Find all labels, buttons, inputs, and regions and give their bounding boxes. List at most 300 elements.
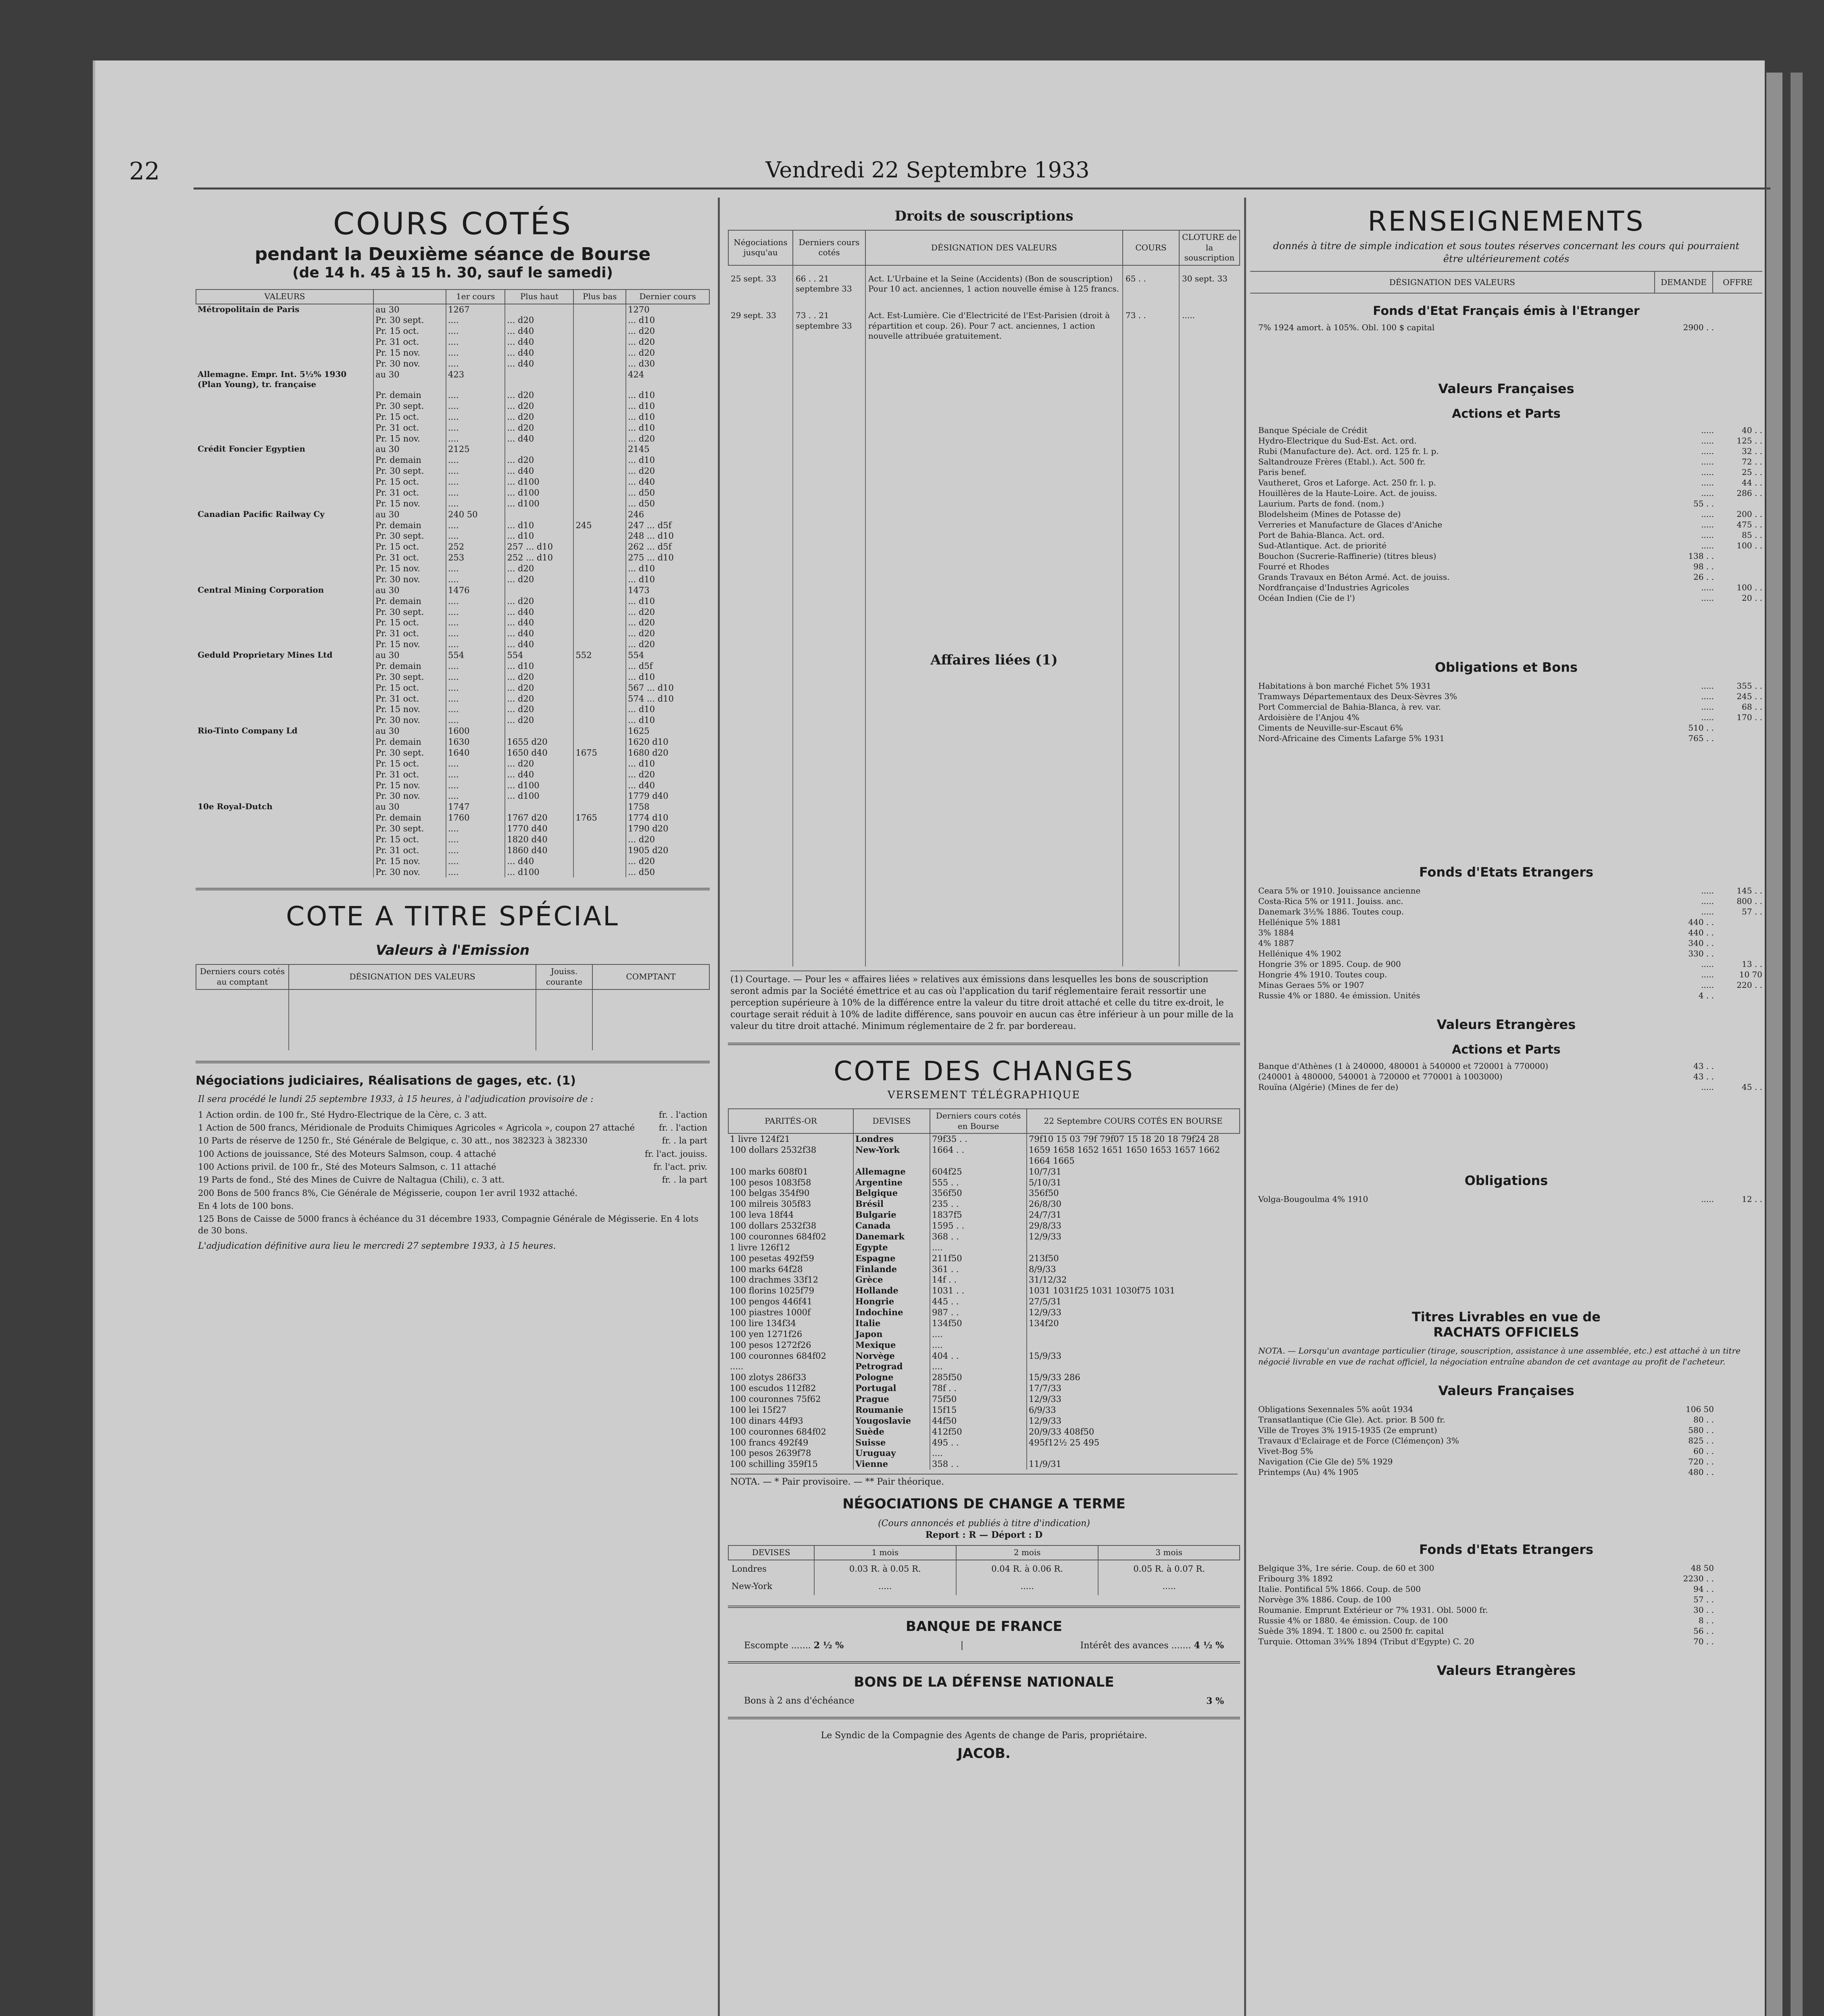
cell [196,628,373,639]
cell: ... d10 [505,520,573,531]
table-row [196,758,709,769]
cell: .... [446,769,505,780]
cell: Yougoslavie [853,1416,930,1427]
unit: 100 couronnes [730,1351,794,1361]
demande-value: 26 . . [1693,572,1714,582]
cell: .... [446,672,505,683]
table-row [728,1145,1240,1166]
offre-value [1718,1573,1762,1584]
cell: .... [446,358,505,369]
cours-cotes-hours: (de 14 h. 45 à 15 h. 30, sauf le samedi) [292,264,613,281]
cell: Pr. 15 oct. [373,758,446,769]
cell: ... d20 [626,834,709,845]
cell: Pr. 30 sept. [373,607,446,618]
cell: .... [930,1361,1027,1372]
demande-value: 580 . . [1688,1425,1714,1435]
cell: ... d100 [505,791,573,802]
table-row [196,477,709,487]
terme-legend: Report : R — Déport : D [925,1530,1043,1541]
table-row [196,304,709,315]
cell: Argentine [853,1177,930,1188]
cell: 404 . . [930,1351,1027,1362]
cell: Pr. demain [373,812,446,823]
emission-table [196,964,710,1050]
cell: Italie [853,1318,930,1329]
lot-unit: fr. . l'action [659,1123,707,1133]
offre-value [1718,917,1762,927]
security-name: Costa-Rica 5% or 1911. Jouiss. anc. [1258,896,1403,906]
unit: 100 schilling [730,1459,785,1469]
cell: ... d10 [505,531,573,541]
cell: Pr. 30 sept. [373,531,446,541]
cell: 15/9/33 286 [1027,1372,1240,1383]
unit: 1 livre [730,1134,757,1144]
cell: 29 sept. 33 [731,310,776,320]
security-name: Vivet-Bog 5% [1258,1446,1313,1456]
cell: .... [446,628,505,639]
offre-value [1718,572,1762,582]
offre-value: 57 . . [1742,907,1762,917]
demande-value: ..... [1701,681,1714,691]
table-row [196,337,709,348]
list-item [1250,1626,1762,1636]
parity: 684f02 [796,1351,826,1361]
list-item [1250,467,1762,477]
demande-value: ..... [1701,712,1714,723]
changes-title: COTE DES CHANGES [834,1055,1134,1087]
section-title: Fonds d'Etats Etrangers [1419,1542,1594,1558]
cell [728,1416,853,1427]
security-name: Sud-Atlantique. Act. de priorité [1258,541,1387,551]
cell [196,531,373,541]
renseignements-title: RENSEIGNEMENTS [1367,206,1645,237]
security-name: Hongrie 4% 1910. Toutes coup. [1258,970,1387,980]
col-header: Derniers cours cotés [793,230,865,265]
col-header: Plus haut [505,289,573,304]
list-item [1250,1594,1762,1605]
cell: .... [446,466,505,477]
cell: ... d10 [626,758,709,769]
cell: 1675 [573,748,626,758]
syndic-line: Le Syndic de la Compagnie des Agents de change de Paris, propriétaire. [821,1730,1147,1741]
list-item [1250,896,1762,906]
cours-cotes-table [196,289,710,877]
list-item [1250,733,1762,744]
parity: 124f21 [760,1134,790,1144]
table-row [196,531,709,541]
cell [573,639,626,650]
cell: 30 sept. 33 [1179,265,1240,302]
table-row [728,1351,1240,1362]
col-header: DEVISES [728,1545,814,1560]
cell: Espagne [853,1253,930,1264]
cell: .... [446,780,505,791]
security-name: Central Mining Corporation [198,585,324,595]
table-row [196,348,709,358]
cell: 29/8/33 [1027,1220,1240,1231]
cell [728,1177,853,1188]
section-title: RACHATS OFFICIELS [1433,1325,1579,1340]
security-name: Ardoisière de l'Anjou 4% [1258,712,1359,723]
parity: 492f49 [778,1437,809,1447]
cell: Pr. demain [373,390,446,401]
table-row [728,1220,1240,1231]
cell [196,423,373,433]
table-row [728,1340,1240,1351]
page-date: Vendredi 22 Septembre 1933 [765,157,1090,183]
security-name: Volga-Bougoulma 4% 1910 [1258,1194,1368,1204]
list-item [1250,969,1762,980]
cell: Londres [732,1564,767,1574]
cell: .... [930,1242,1027,1253]
table-row [196,704,709,715]
table-row [196,552,709,563]
table-row [196,748,709,758]
cell: 257 ... d10 [505,541,573,552]
cell: ... d20 [626,337,709,348]
header-rule [194,187,1770,190]
cell [196,401,373,412]
security-name: Vautheret, Gros et Laforge. Act. 250 fr. l. p. [1258,478,1436,488]
cell: 1650 d40 [505,748,573,758]
table-row [728,1405,1240,1416]
unit: 100 zlotys [730,1372,774,1383]
cell [573,585,626,596]
parity: 75f62 [796,1394,821,1404]
cell: Prague [853,1394,930,1405]
cell: .... [446,487,505,498]
cell [573,672,626,683]
col-header: PARITÉS-OR [728,1109,853,1133]
cell: Pr. 30 sept. [373,401,446,412]
cell: 213f50 [1027,1253,1240,1264]
security-name: Paris benef. [1258,467,1307,477]
unit: 100 francs [730,1437,776,1447]
security-name: (240001 à 480000, 540001 à 720000 et 770001 à 1003000) [1258,1072,1503,1082]
cell: Pr. 30 nov. [373,715,446,726]
parity: 44f93 [778,1416,803,1426]
cell [573,531,626,541]
parity: 305f83 [781,1199,811,1209]
cell: 14f . . [930,1275,1027,1285]
list-item [1250,540,1762,551]
parity: 2532f38 [781,1145,817,1155]
offre-value: 100 . . [1736,541,1762,551]
cell: ... d20 [505,455,573,466]
cell [728,1405,853,1416]
list-item [1250,1605,1762,1615]
cell: .... [446,823,505,834]
cell: 73 . . [1123,302,1179,350]
security-name: Canadian Pacific Railway Cy [198,509,325,519]
negociations-closing: L'adjudication définitive aura lieu le mercredi 27 septembre 1933, à 15 heures. [198,1241,556,1252]
cell: 1860 d40 [505,845,573,856]
demande-value: ..... [1701,457,1714,467]
list-item [1250,435,1762,446]
col-header: Jouiss. courante [536,964,592,989]
offre-value [1718,1626,1762,1636]
cell: .... [446,401,505,412]
section-rule [728,1606,1240,1608]
security-name: Port Commercial de Bahia-Blanca, à rev. var. [1258,702,1441,712]
cell [573,617,626,628]
offre-value [1718,1414,1762,1425]
offre-value: 44 . . [1742,478,1762,488]
cell: Act. L'Urbaine et la Seine (Accidents) (Bon de souscription) Pour 10 act. anciennes, 1 action nouvelle émise à 125 francs. [865,265,1123,302]
cell [196,466,373,477]
table-row [196,791,709,802]
row-list [1250,681,1762,744]
offre-value [1718,1435,1762,1446]
cell: ... d20 [626,348,709,358]
cell: 361 . . [930,1264,1027,1275]
cell: ... d10 [626,401,709,412]
parity: 684f02 [796,1231,826,1241]
cell [573,358,626,369]
cell: ... d40 [505,337,573,348]
cell: Pr. 30 sept. [373,466,446,477]
security-name: Océan Indien (Cie de l') [1258,593,1355,603]
offre-value [1718,498,1762,509]
demande-value: 30 . . [1693,1605,1714,1615]
cell [728,1459,853,1470]
list-item [1250,593,1762,603]
cell: 1031 . . [930,1285,1027,1296]
cell: 552 [573,650,626,661]
demande-value: 2230 . . [1683,1574,1714,1584]
col-header: COMPTANT [592,964,709,989]
offre-value: 32 . . [1742,446,1762,456]
cell [728,1242,853,1253]
cell [196,358,373,369]
parity: 126f12 [760,1242,790,1252]
cell [728,1383,853,1394]
security-name: Travaux d'Eclairage et de Force (Clémençon) 3% [1258,1436,1459,1446]
table-row [196,661,709,672]
cell: 1905 d20 [626,845,709,856]
cell: 252 [446,541,505,552]
cell: ... d20 [626,433,709,444]
cell: .... [446,683,505,694]
section-title: Obligations et Bons [1434,660,1578,675]
demande-value: ..... [1701,436,1714,446]
unit: 100 dollars [730,1221,778,1231]
cell [196,834,373,845]
cell: 1747 [446,802,505,812]
cell: au 30 [373,444,446,455]
table-row [196,369,709,390]
cell: .... [446,661,505,672]
cell: Pr. 30 nov. [373,791,446,802]
list-item [1250,1615,1762,1626]
list-item [1250,530,1762,540]
rachats-note: NOTA. — Lorsqu'un avantage particulier (tirage, souscription, assistance à une assemblée, etc.) est attaché à un titre négocié livrable en vue de rachat officiel, la négociation entraîne abandon de cet avantage au profit de l'acheteur. [1258,1346,1741,1366]
cell [573,487,626,498]
cell: ... d10 [626,315,709,326]
security-name: Turquie. Ottoman 3¾% 1894 (Tribut d'Egypte) C. 20 [1258,1637,1474,1647]
cell [573,412,626,423]
row-list [1250,885,1762,1001]
demande-value: 80 . . [1693,1415,1714,1425]
table-row [196,845,709,856]
table-row [728,1166,1240,1177]
security-name: Hongrie 3% or 1895. Coup. de 900 [1258,959,1401,969]
col-header: Dernier cours [626,289,709,304]
cell: .... [446,617,505,628]
cell: 24/7/31 [1027,1210,1240,1220]
cell [196,348,373,358]
offre-value [1718,1584,1762,1594]
offre-value: 68 . . [1742,702,1762,712]
cell: Pr. 15 oct. [373,683,446,694]
list-item [1250,572,1762,582]
cell: 554 [446,650,505,661]
cell: Pr. 30 nov. [373,574,446,585]
demande-value: 94 . . [1693,1584,1714,1594]
cell: au 30 [373,585,446,596]
cell [573,444,626,455]
cell: ... d10 [505,661,573,672]
cell: .... [930,1340,1027,1351]
demande-value: 43 . . [1693,1072,1714,1082]
list-item [1250,1071,1762,1082]
cell: ... d40 [505,433,573,444]
offre-value [1718,1456,1762,1467]
cell: 567 ... d10 [626,683,709,694]
lot-unit: fr. l'act. jouiss. [644,1149,707,1159]
col-header: 3 mois [1098,1545,1240,1560]
section-rule [196,1061,710,1063]
cell: Pr. demain [373,520,446,531]
list-item [1250,456,1762,467]
section-title: Valeurs Françaises [1438,1383,1574,1399]
table-row [196,358,709,369]
col-header: DÉSIGNATION DES VALEURS [865,230,1123,265]
cell: ... d10 [626,423,709,433]
cell [196,574,373,585]
cell: Pr. 31 oct. [373,845,446,856]
parity: 2639f78 [775,1448,811,1458]
cell [196,552,373,563]
section-title: Fonds d'Etats Etrangers [1419,864,1594,880]
security-name: Ciments de Neuville-sur-Escaut 6% [1258,723,1403,733]
cell: 445 . . [930,1296,1027,1307]
cell: Pr. 31 oct. [373,769,446,780]
cell: ... d40 [505,856,573,867]
cell: .... [446,758,505,769]
cell: ... d10 [626,412,709,423]
unit: 100 lire [730,1318,763,1328]
cell: Pr. 15 nov. [373,498,446,509]
list-item [1250,959,1762,969]
cell [1027,1361,1240,1372]
table-row [196,823,709,834]
cell: 285f50 [930,1372,1027,1383]
cell: 1770 d40 [505,823,573,834]
cell [196,856,373,867]
cell [728,1285,853,1296]
demande-value: 825 . . [1688,1436,1714,1446]
demande-value: 330 . . [1688,949,1714,959]
offre-value [1718,1071,1762,1082]
section-title: Titres Livrables en vue de [1412,1309,1601,1325]
page-number: 22 [129,157,160,185]
table-row [196,487,709,498]
security-name: Rubi (Manufacture de). Act. ord. 125 fr. l. p. [1258,446,1439,456]
cell [573,628,626,639]
offre-value: 85 . . [1742,530,1762,540]
cell: 252 ... d10 [505,552,573,563]
cell: ... d40 [505,639,573,650]
offre-value [1718,1404,1762,1414]
cell [728,1220,853,1231]
cell: 356f50 [1027,1188,1240,1199]
security-name: Norvège 3% 1886. Coup. de 100 [1258,1595,1391,1605]
demande-value: 55 . . [1693,499,1714,509]
offre-value: 200 . . [1736,509,1762,519]
emission-title: Valeurs à l'Emission [375,942,530,959]
offre-value: 245 . . [1736,691,1762,702]
parity: 608f01 [778,1166,808,1177]
col-header: Plus bas [573,289,626,304]
cell [728,1307,853,1318]
cell [505,444,573,455]
cell [196,867,373,878]
table-row [196,401,709,412]
security-name: Belgique 3%, 1re série. Coup. de 60 et 300 [1258,1563,1434,1573]
section-title: Valeurs Françaises [1438,381,1574,397]
offre-value: 40 . . [1742,425,1762,435]
lot-description: 10 Parts de réserve de 1250 fr., Sté Générale de Belgique, c. 30 att., nos 382323 à 382330 [198,1136,588,1146]
table-row [196,444,709,455]
cell [196,487,373,498]
cell: Pr. 31 oct. [373,337,446,348]
offre-value: 800 . . [1736,896,1762,906]
list-item [1250,917,1762,927]
cell: .... [446,639,505,650]
table-row [196,596,709,607]
cell: 5/10/31 [1027,1177,1240,1188]
cell: 27/5/31 [1027,1296,1240,1307]
unit: 100 pesos [730,1177,773,1187]
table-row [196,509,709,520]
col-header: Derniers cours cotés au comptant [196,964,289,989]
security-name: Verreries et Manufacture de Glaces d'Aniche [1258,520,1443,530]
security-name: Russie 4% or 1880. 4e émission. Coup. de 100 [1258,1616,1448,1626]
cell: Grèce [853,1275,930,1285]
cell: 6/9/33 [1027,1405,1240,1416]
col-header: DÉSIGNATION DES VALEURS [289,964,536,989]
security-name: Ville de Troyes 3% 1915-1935 (2e emprunt) [1258,1425,1437,1435]
cell: .... [446,348,505,358]
cell [196,758,373,769]
parity: 1083f58 [775,1177,811,1187]
cell: ... d20 [505,596,573,607]
lot-item [198,1109,707,1120]
security-name: Allemagne. Empr. Int. 5½% 1930 (Plan Young), tr. française [198,369,347,389]
cours-cotes-body [196,304,709,878]
demande-value: 510 . . [1688,723,1714,733]
cell: ... d20 [505,683,573,694]
lot-unit: fr. . la part [662,1136,707,1146]
escompte-label: Escompte [744,1640,788,1651]
cell: Pr. 31 oct. [373,628,446,639]
list-item [1250,1414,1762,1425]
security-name: Blodelsheim (Mines de Potasse de) [1258,509,1401,519]
lot-description: 100 Actions privil. de 100 fr., Sté des Moteurs Salmson, c. 11 attaché [198,1162,496,1172]
col-header: Négociations jusqu'au [728,230,793,265]
demande-value: 57 . . [1693,1595,1714,1605]
